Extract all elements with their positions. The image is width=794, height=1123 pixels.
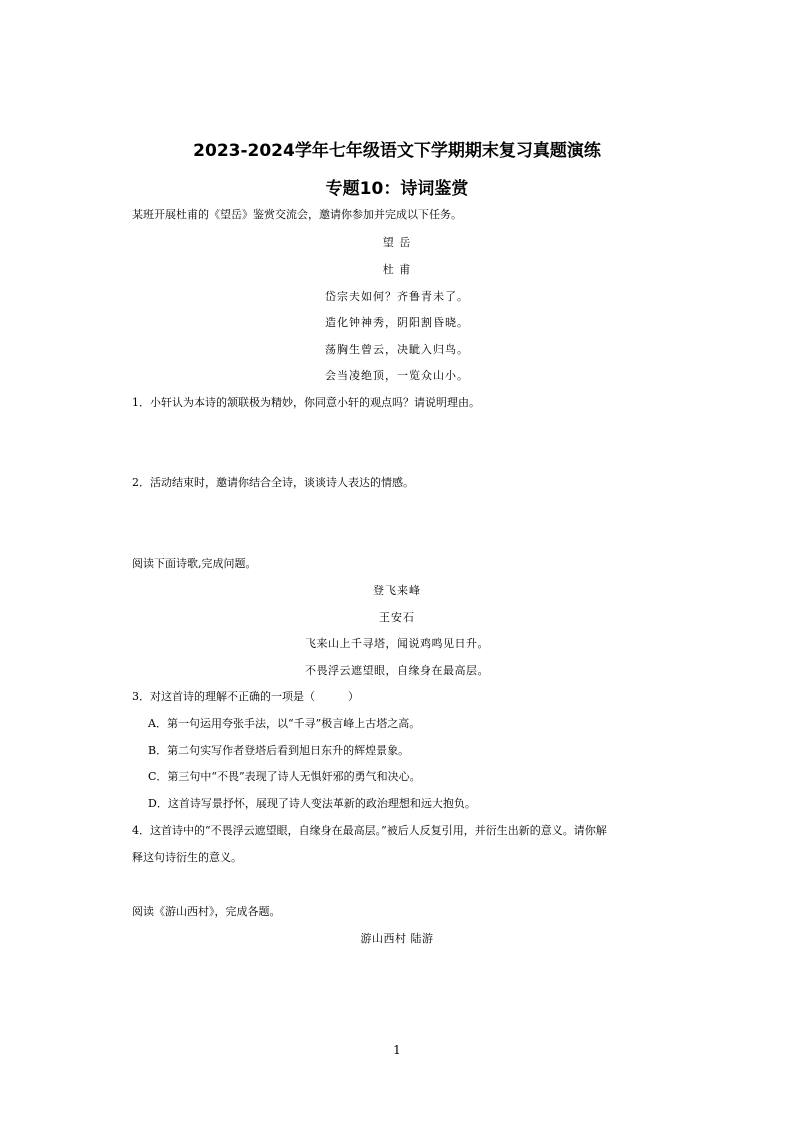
option-a: A．第一句运用夸张手法，以“千寻”极言峰上古塔之高。 [148, 717, 421, 730]
document-title: 2023-2024学年七年级语文下学期期末复习真题演练 [193, 141, 601, 161]
poem1-title: 望 岳 [382, 236, 412, 249]
question-1: 1．小轩认为本诗的颔联极为精妙，你同意小轩的观点吗？请说明理由。 [132, 396, 480, 409]
section1-intro: 某班开展杜甫的《望岳》鉴赏交流会，邀请你参加并完成以下任务。 [132, 208, 462, 221]
poem1-line: 岱宗夫如何？齐鲁青未了。 [325, 290, 469, 303]
poem1-line: 造化钟神秀，阴阳割昏晓。 [325, 316, 469, 329]
question-4-line1: 4．这首诗中的“不畏浮云遮望眼，自缘身在最高层。”被后人反复引用，并衍生出新的意义。请你解 [132, 824, 607, 837]
question-4-line2: 释这句诗衍生的意义。 [132, 851, 242, 864]
page-number: 1 [393, 1043, 401, 1057]
poem2-line: 不畏浮云遮望眼，自缘身在最高层。 [305, 664, 489, 677]
question-3: 3．对这首诗的理解不正确的一项是（ ） [132, 690, 359, 703]
section2-intro: 阅读下面诗歌,完成问题。 [132, 557, 257, 570]
poem2-title: 登飞来峰 [373, 584, 421, 597]
poem1-line: 会当凌绝顶，一览众山小。 [325, 369, 469, 382]
poem2-author: 王安石 [379, 611, 415, 624]
option-d: D．这首诗写景抒怀，展现了诗人变法革新的政治理想和远大抱负。 [148, 797, 476, 810]
question-2: 2．活动结束时，邀请你结合全诗，谈谈诗人表达的情感。 [132, 476, 414, 489]
option-c: C．第三句中“不畏”表现了诗人无惧奸邪的勇气和决心。 [148, 770, 421, 783]
option-b: B．第二句实写作者登塔后看到旭日东升的辉煌景象。 [148, 744, 410, 757]
section3-intro: 阅读《游山西村》，完成各题。 [132, 905, 281, 918]
poem2-line: 飞来山上千寻塔，闻说鸡鸣见日升。 [305, 637, 489, 650]
poem3-heading: 游山西村 陆游 [360, 932, 434, 945]
poem1-author: 杜 甫 [382, 263, 412, 276]
document-subtitle: 专题10：诗词鉴赏 [325, 179, 469, 199]
poem1-line: 荡胸生曾云，决眦入归鸟。 [325, 343, 469, 356]
